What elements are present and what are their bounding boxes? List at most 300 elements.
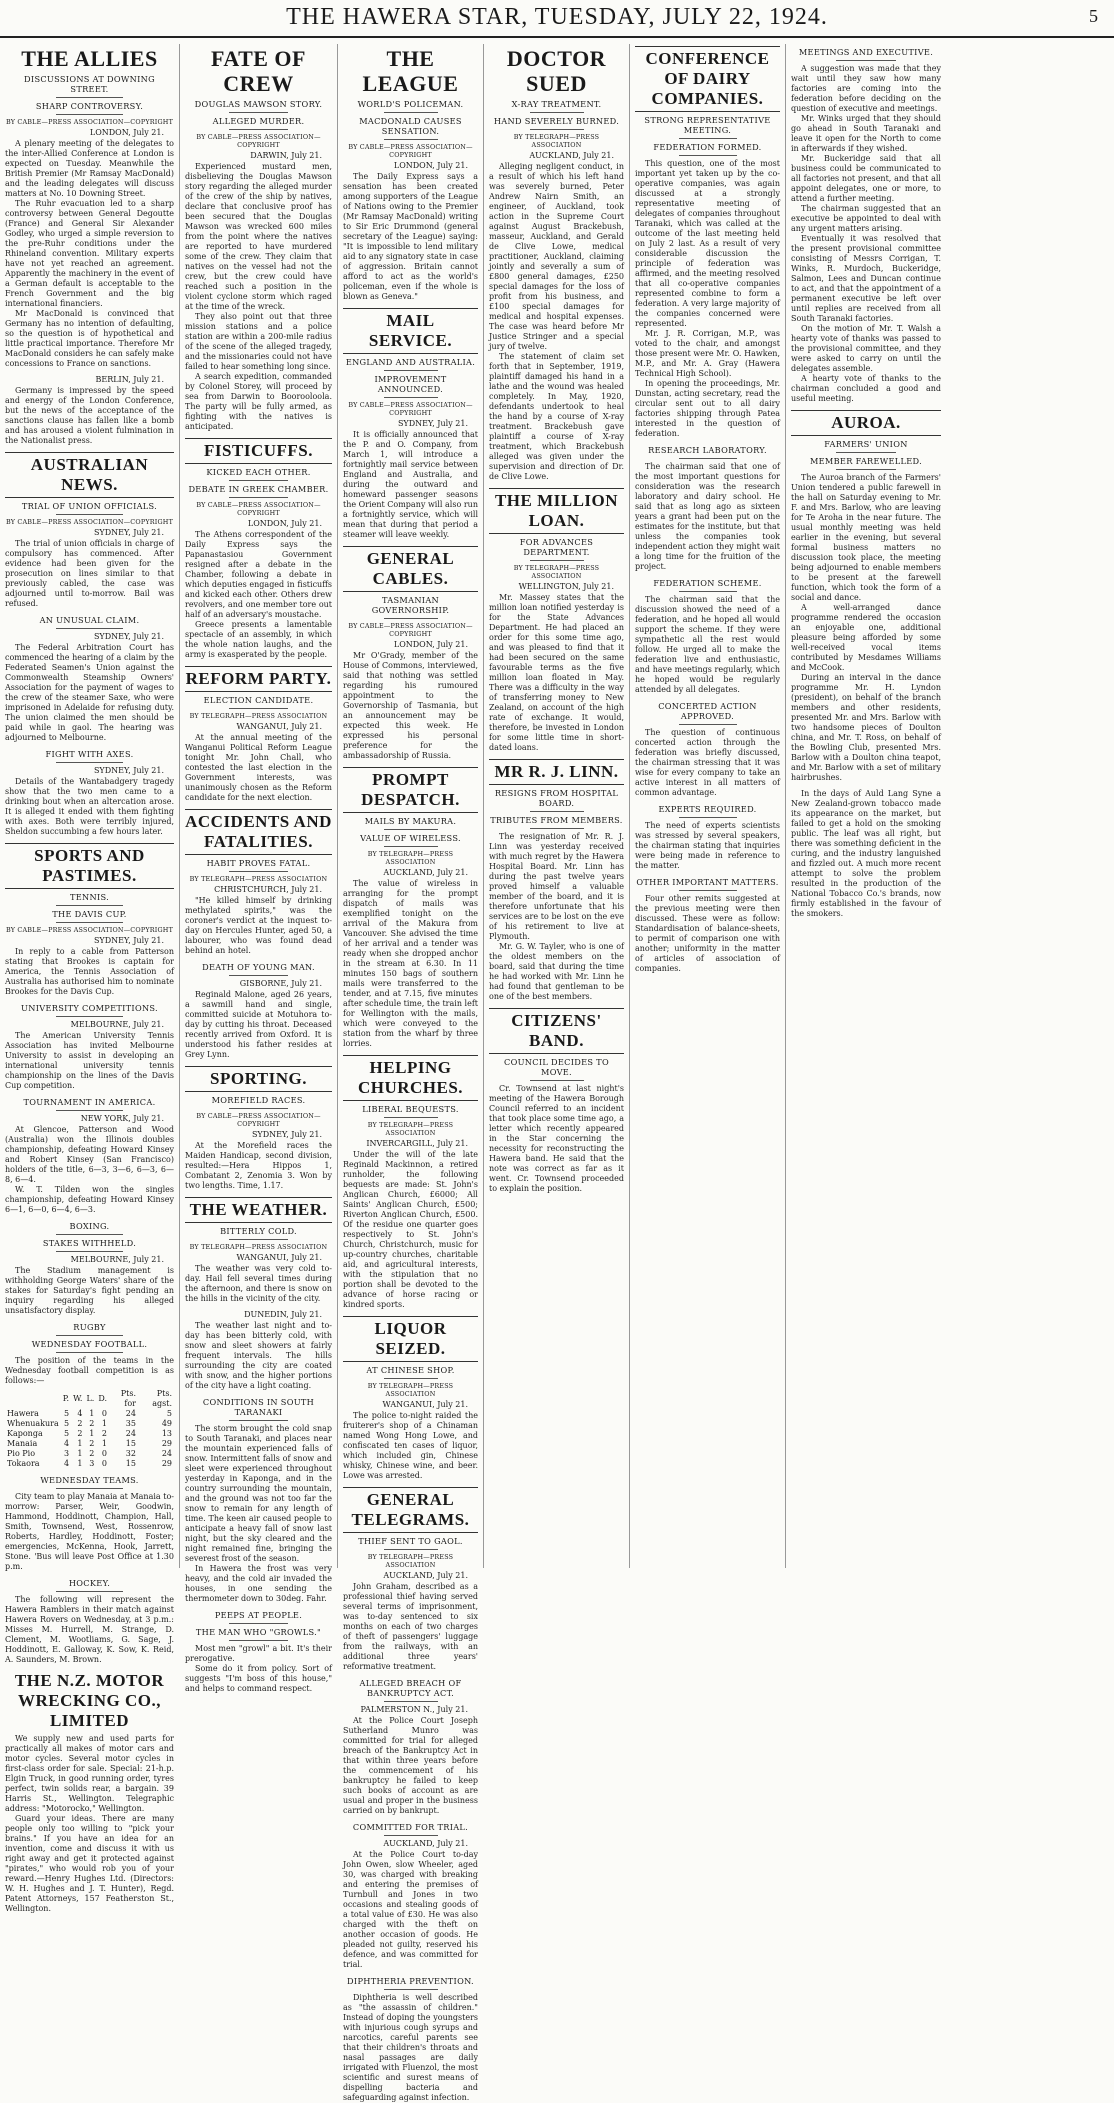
source-line: BY TELEGRAPH—PRESS ASSOCIATION [367, 1553, 454, 1569]
table-cell: 2 [89, 1439, 95, 1448]
divider-rule [384, 829, 438, 830]
subheading: AN UNUSUAL CLAIM. [39, 615, 140, 625]
source-line: BY TELEGRAPH—PRESS ASSOCIATION [367, 1382, 454, 1398]
divider-rule [384, 846, 438, 847]
article-body [5, 1492, 174, 1572]
subheading: CONDITIONS IN SOUTH TARANAKI [202, 1397, 315, 1417]
article [343, 767, 478, 1049]
article-body [635, 159, 780, 439]
table-cell: 29 [161, 1439, 172, 1448]
paragraph: The police to-night raided the fruiterer's shop of a Chinaman named Wong Hong Lowe, and confiscated ten cases of liquor, which included gin, Chinese whisky, Chinese wine, and beer. Lowe was arrested. [343, 1411, 478, 1480]
source-line: BY CABLE—PRESS ASSOCIATION—COPYRIGHT [196, 1112, 321, 1128]
table-cell: 2 [101, 1429, 107, 1438]
table-cell: 1 [89, 1429, 95, 1438]
article [5, 46, 174, 369]
paragraph: "He killed himself by drinking methylated spirits," was the coroner's verdict at the inquest to-day on Hercules Hunter, aged 50, a labourer, who was found dead behind an hotel. [185, 896, 332, 955]
divider-rule [836, 452, 896, 453]
subheading: SHARP CONTROVERSY. [35, 101, 144, 111]
table-cell: Whenuakura [7, 1419, 59, 1428]
article-body [635, 728, 780, 798]
table-cell: 0 [101, 1459, 107, 1468]
subheading: EXPERTS REQUIRED. [658, 804, 757, 814]
article [635, 804, 780, 871]
paragraph: Mr MacDonald is convinced that Germany has no intention of defaulting, so the question is of hypothetical and little practical importance. Therefore Mr MacDonald considers he can safely make concessions to France on sanctions. [5, 309, 174, 368]
dateline: SYDNEY, July 21. [93, 632, 164, 641]
paragraph: Reginald Malone, aged 26 years, a sawmill hand and single, committed suicide at Motuhora to-day by cutting his throat. Deceased recently arrived from Oxford. It is understood his father resides at Grey Lynn. [185, 990, 332, 1059]
article [489, 759, 624, 1002]
source-line: BY TELEGRAPH—PRESS ASSOCIATION [189, 875, 328, 883]
article [791, 410, 941, 783]
divider-rule [56, 1110, 124, 1111]
paragraph: The Daily Express says a sensation has been created among supporters of the League of Nations owing to the Premier (Mr Ramsay MacDonald) writing to Sir Eric Drummond (general secretary of the League) saying: "It is impossible to lend military aid to any signatory state in case of aggression. Britain cannot afford to act as the world's policeman, even if the whole is blown as Geneva." [343, 172, 478, 301]
subheading: IMPROVEMENT ANNOUNCED. [374, 374, 447, 394]
table-cell: 2 [77, 1419, 83, 1428]
subheading: AT CHINESE SHOP. [366, 1365, 455, 1375]
paragraph: Germany is impressed by the speed and energy of the London Conference, but the news of the acceptance of the sanctions clause has fallen like a bomb and has aroused a violent fulmination in the Nationalist press. [5, 386, 174, 445]
column-5 [630, 44, 786, 1568]
dateline: LONDON, July 21. [247, 519, 322, 528]
dateline: SYDNEY, July 21. [397, 419, 468, 428]
article [185, 46, 332, 432]
divider-rule [56, 1488, 124, 1489]
article-body [185, 1141, 332, 1191]
paragraph: We supply new and used parts for practically all makes of motor cars and motor cycles. Several motor cycles in first-class order for sale. Special: 21-h.p. Elgin Truck, in good running order, tyres perfect, twin solids rear, a bargain. 39 Harris St., Wellington. Telegraphic address: "Motorocko," Wellington. [5, 1734, 174, 1813]
dateline: AUCKLAND, July 21. [529, 151, 614, 160]
subheading: ENGLAND AND AUSTRALIA. [345, 357, 476, 367]
paragraph: Guard your ideas. There are many people only too willing to "pick your brains." If you have an idea for an invention, come and discuss it with us right away and get it protected against "pirates," who would rob you of your reward.—Henry Hughes Ltd. (Directors: W. H. Hughes and J. T. Hunter), Regd. Patent Attorneys, 157 Featherston St., Wellington. [5, 1814, 174, 1913]
paragraph: The position of the teams in the Wednesday football competition is as follows:— [5, 1356, 174, 1385]
divider-rule [530, 828, 584, 829]
paragraph: At Glencoe, Patterson and Wood (Australia) won the Illinois doubles championship, defeating Howard Kinsey and Robert Kinsey (San Francisco) holders of the title, 6—3, 3—6, 6—3, 6—8, 6—4. [5, 1125, 174, 1184]
subheading: TENNIS. [69, 892, 110, 902]
subheading: ALLEGED MURDER. [212, 116, 305, 126]
article [185, 1310, 332, 1391]
column-3 [338, 44, 484, 2102]
article [5, 1221, 174, 1316]
article-body [185, 896, 332, 956]
subheading: CONCERTED ACTION APPROVED. [658, 701, 757, 721]
subheading: MACDONALD CAUSES SENSATION. [359, 116, 462, 136]
table-cell: 35 [125, 1419, 136, 1428]
subheading: WORLD'S POLICEMAN. [357, 99, 464, 109]
table-cell: 24 [125, 1429, 136, 1438]
masthead-title: THE HAWERA STAR, TUESDAY, JULY 22, 1924. [286, 4, 828, 30]
divider-rule [384, 1117, 438, 1118]
paragraph: Experienced mustard men, disbelieving the Douglas Mawson story regarding the alleged murder of the crew of the ship by natives, declare that conclusive proof has been secured that the Douglas Mawson was wrecked 600 miles from the point where the natives are reported to have murdered some of the crew. They claim that natives on the vessel had not the crew, but the crew could have reached such a position in the violent cyclone storm which raged at the time of the wreck. [185, 162, 332, 311]
divider-rule [229, 975, 288, 976]
paragraph: The value of wireless in arranging for the prompt dispatch of mails was exemplified tonight on the arrival of the Makura from Vancouver. She advised the time of her arrival and a tender was ready when she dropped anchor in the stream at 6.30. In 11 minutes 150 bags of southern mails were transferred to the tender, and at 7.15, five minutes after schedule time, the train left for Wellington with the mails, which were conveyed to the station from the wharf by three lorries. [343, 879, 478, 1048]
divider-rule [56, 1335, 124, 1336]
article-body [5, 1595, 174, 1665]
divider-rule [56, 1234, 124, 1235]
paragraph: The need of experts scientists was stressed by several speakers, the chairman stating that inquiries were being made in reference to the matter. [635, 821, 780, 870]
dateline: INVERCARGILL, July 21. [366, 1139, 468, 1148]
subheading: FEDERATION FORMED. [653, 142, 762, 152]
article-body [489, 162, 624, 482]
article-body [185, 990, 332, 1060]
table-cell: 1 [77, 1439, 83, 1448]
source-line: BY TELEGRAPH—PRESS ASSOCIATION [513, 564, 600, 580]
source-line: BY TELEGRAPH—PRESS ASSOCIATION [189, 1243, 328, 1251]
paragraph: The storm brought the cold snap to South Taranaki, and places near the mountain experienced falls of snow. Intermittent falls of snow and sleet were experienced throughout yesterday in Kaponga, and in the country surrounding the mountain, and the ground was not too far the snow to remain for any length of time. The keen air caused people to anticipate a heavy fall of snow last night, but the sky cleared and the night remained fine, bringing the severest frost of the season. [185, 1424, 332, 1563]
divider-rule [384, 1378, 438, 1379]
source-line: BY CABLE—PRESS ASSOCIATION—COPYRIGHT [348, 622, 473, 638]
divider-rule [229, 1108, 288, 1109]
table-cell: 2 [89, 1449, 95, 1458]
source-line: BY CABLE—PRESS ASSOCIATION—COPYRIGHT [5, 118, 174, 126]
subheading: DEBATE IN GREEK CHAMBER. [188, 484, 329, 494]
dateline: LONDON, July 21. [393, 161, 468, 170]
table-header: P. [62, 1394, 70, 1403]
paragraph: In Hawera the frost was very heavy, and the cold air invaded the houses, in one sending the thermometer down to 30deg. Fahr. [185, 1564, 332, 1603]
paragraph: Mr. Buckeridge said that all business could be communicated to all factories not present, and that all appoint delegates, one or more, to attend a further meeting. [791, 154, 941, 203]
table-cell: 2 [77, 1429, 83, 1438]
paragraph: The following will represent the Hawera Ramblers in their match against Hawera Rovers on Wednesday, at 3 p.m.: Misses M. Hurrell, M. Strange, D. Clement, M. Wootliams, G. Sage, J. Hoddinott, E. Galloway, K. Sow, K. Reid, A. Saunders, M. Brown. [5, 1595, 174, 1664]
table-cell: 4 [64, 1439, 70, 1448]
dateline: WANGANUI, July 21. [382, 1400, 468, 1409]
article-body [343, 1150, 478, 1310]
divider-rule [836, 60, 896, 61]
article [185, 809, 332, 956]
article-body [5, 1734, 174, 1914]
paragraph: The chairman said that one of the most important questions for consideration was the research laboratory and dairy school. He said that as long ago as sixteen years a grant had been put on the estimates for the institute, but that unless the companies took independent action they might wait a long time for the fruition of the project. [635, 462, 780, 571]
divider-rule [56, 514, 124, 515]
dateline: AUCKLAND, July 21. [383, 1571, 468, 1580]
paragraph: A hearty vote of thanks to the chairman concluded a good and useful meeting. [791, 374, 941, 403]
paragraph: At the Morefield races the Maiden Handicap, second division, resulted:—Hera Hippos 1, Combatant 2, Zenomia 3. Won by two lengths. Time, 1.17. [185, 1141, 332, 1190]
table-cell: 5 [64, 1409, 70, 1418]
article-body [185, 1264, 332, 1304]
table-cell: 32 [125, 1449, 136, 1458]
dateline: NEW YORK, July 21. [80, 1114, 164, 1123]
source-line: BY TELEGRAPH—PRESS ASSOCIATION [189, 712, 328, 720]
paragraph: At the Police Court to-day John Owen, slow Wheeler, aged 30, was charged with breaking and entering the premises of Turnbull and Jones in two occasions and stealing goods of a total value of £30. He was also charged with the theft on another occasion of goods. He pleaded not guilty, reserved his defence, and was committed for trial. [343, 1850, 478, 1969]
divider-rule [56, 1016, 124, 1017]
divider-rule [229, 1640, 288, 1641]
table-row [5, 1439, 174, 1449]
headline: GENERAL CABLES. [343, 546, 478, 592]
dateline: SYDNEY, July 21. [93, 528, 164, 537]
divider-rule [229, 1420, 288, 1421]
source-line: BY TELEGRAPH—PRESS ASSOCIATION [513, 133, 600, 149]
headline: FISTICUFFS. [185, 438, 332, 464]
subheading: DEATH OF YOUNG MAN. [202, 962, 315, 972]
table-cell: 24 [125, 1409, 136, 1418]
column-4 [484, 44, 630, 1568]
table-cell: Kaponga [7, 1429, 43, 1438]
subheading: PEEPS AT PEOPLE. [214, 1610, 303, 1620]
subheading: TRIAL OF UNION OFFICIALS. [21, 501, 158, 511]
subheading: OTHER IMPORTANT MATTERS. [636, 877, 779, 887]
headline: THE MILLION LOAN. [489, 488, 624, 534]
headline: THE ALLIES [21, 46, 158, 71]
table-header: L. [86, 1394, 95, 1403]
paragraph: In the days of Auld Lang Syne a New Zealand-grown tobacco made its appearance on the market, but failed to get a hold on the smoking public. The leaf was all right, but there was something deficient in the curing, and the industry languished and fizzled out. A much more recent attempt to solve the problem resulted in the production of the National Tobacco Co.'s brands, now firmly established in the favour of the smokers. [791, 789, 941, 918]
paragraph: John Graham, described as a professional thief having served several terms of imprisonment, was to-day sentenced to six months on each of two charges of theft of passengers' luggage from the railways, with an additional three years' reformative treatment. [343, 1582, 478, 1671]
dateline: MELBOURNE, July 21. [70, 1255, 164, 1264]
divider-rule [679, 890, 737, 891]
divider-rule [56, 97, 124, 98]
divider-rule [679, 591, 737, 592]
paragraph: A search expedition, commanded by Colonel Storey, will proceed by sea from Darwin to Boorooloola. The party will be fully armed, as fighting with the natives is anticipated. [185, 372, 332, 431]
paragraph: Most men "growl" a bit. It's their prerogative. [185, 1644, 332, 1663]
paragraph: Mr. J. R. Corrigan, M.P., was voted to the chair, and amongst those present were Mr. O. Hawken, M.P., and Mr. A. Gray (Hawera Technical High School). [635, 329, 780, 378]
table-cell: 1 [89, 1409, 95, 1418]
article [791, 47, 941, 404]
article-body [5, 386, 174, 446]
table-cell: 0 [101, 1409, 107, 1418]
paragraph: In opening the proceedings, Mr. Dunstan, acting secretary, read the circular sent out to all dairy factories shipping through Patea interested in the question of federation. [635, 379, 780, 438]
subheading: MOREFIELD RACES. [211, 1095, 306, 1105]
article [343, 1976, 478, 2103]
subheading: STRONG REPRESENTATIVE MEETING. [644, 115, 771, 135]
subheading: FOR ADVANCES DEPARTMENT. [519, 537, 594, 557]
divider-rule [530, 811, 584, 812]
dateline: WANGANUI, July 21. [236, 1253, 322, 1262]
subheading: LIBERAL BEQUESTS. [362, 1104, 459, 1114]
paragraph: The American University Tennis Association has invited Melbourne University to assist in developing an international university tennis championship on the lines of the Davis Cup competition. [5, 1031, 174, 1090]
subheading: ELECTION CANDIDATE. [203, 695, 314, 705]
paragraph: The question of continuous concerted action through the federation was briefly discussed, the chairman stressing that it was wise for every company to take an active interest in all matters of common advantage. [635, 728, 780, 797]
paragraph: Four other remits suggested at the previous meeting were then discussed. These were as follow: Standardisation of balance-sheets, to permit of comparison one with another; uniformity in the matter of articles of association of companies. [635, 894, 780, 973]
dateline: DARWIN, July 21. [250, 151, 322, 160]
subheading: HAND SEVERELY BURNED. [493, 116, 620, 126]
headline: SPORTING. [185, 1066, 332, 1092]
source-line: BY CABLE—PRESS ASSOCIATION—COPYRIGHT [348, 401, 473, 417]
article [185, 1066, 332, 1191]
divider-rule [384, 370, 438, 371]
divider-rule [56, 762, 124, 763]
article [5, 1003, 174, 1091]
article [5, 452, 174, 609]
table-cell: 5 [64, 1429, 70, 1438]
subheading: FEDERATION SCHEME. [653, 578, 762, 588]
paragraph: The resignation of Mr. R. J. Linn was yesterday received with much regret by the Hawera Hospital Board. Mr. Linn has during the past twelve years proved himself a valuable member of the board, and it is therefore unfortunate that his services are to be lost on the eve of his retirement to live at Plymouth. [489, 832, 624, 941]
divider-rule [229, 497, 288, 498]
subheading: MAILS BY MAKURA. [364, 816, 457, 826]
article-body [791, 64, 941, 404]
headline: FATE OF CREW [211, 46, 306, 96]
divider-rule [530, 129, 584, 130]
dateline: LONDON, July 21. [393, 640, 468, 649]
divider-rule [679, 458, 737, 459]
table-cell: Tokaora [7, 1459, 40, 1468]
divider-rule [679, 724, 737, 725]
subheading: BOXING. [69, 1221, 110, 1231]
paragraph: This question, one of the most important yet taken up by the co-operative companies, was again discussed at a strongly representative meeting of delegates of companies throughout Taranaki, which was called at the outcome of the last meeting held on July 2 last. As a result of very considerable discussion the principle of federation was affirmed, and the meeting resolved that all co-operative companies represented combine to form a federation. A very large majority of the companies concerned were represented. [635, 159, 780, 328]
divider-rule [229, 480, 288, 481]
divider-rule [229, 871, 288, 872]
subheading: TOURNAMENT IN AMERICA. [23, 1097, 156, 1107]
article-body [5, 1356, 174, 1386]
article-body [343, 651, 478, 761]
article-body [635, 894, 780, 974]
article [489, 1008, 624, 1194]
headline: MAIL SERVICE. [343, 308, 478, 354]
dateline: WANGANUI, July 21. [236, 722, 322, 731]
column-6 [786, 44, 946, 1568]
table-row [5, 1459, 174, 1469]
article [343, 46, 478, 302]
headline: LIQUOR SEIZED. [343, 1316, 478, 1362]
divider-rule [384, 618, 438, 619]
article [635, 701, 780, 798]
article-body [343, 1716, 478, 1816]
subheading: DOUGLAS MAWSON STORY. [194, 99, 323, 109]
divider-rule [56, 1591, 124, 1592]
paragraph: During an interval in the dance programme Mr. H. Lyndon (president), on behalf of the branch members and other residents, presented Mr. and Mrs. Barlow with two handsome pieces of Doulton china, and Mr. T. Ross, on behalf of the Bowling Club, presented Mrs. Barlow with a Doulton china teapot, and Mr. Barlow with a set of military hairbrushes. [791, 673, 941, 782]
article [185, 666, 332, 803]
article [343, 546, 478, 761]
column-2 [180, 44, 338, 1693]
subheading: DIPHTHERIA PREVENTION. [347, 1976, 474, 1986]
paragraph: The Athens correspondent of the Daily Express says the Papanastasiou Government resigned after a debate in the Chamber, following a debate in which deputies engaged in fisticuffs and kicked each other. Others drew revolvers, and one member tore out half of an adversary's moustache. [185, 530, 332, 619]
subheading: BITTERLY COLD. [220, 1226, 297, 1236]
headline: THE N.Z. MOTOR WRECKING CO., LIMITED [14, 1671, 165, 1730]
table-header: W. [73, 1394, 83, 1403]
paragraph: Mr O'Grady, member of the House of Commons, interviewed, said that nothing was settled regarding his rumoured appointment to the Governorship of Tasmania, but an announcement may be expected this week. He expressed his personal preference for the ambassadorship of Russia. [343, 651, 478, 760]
source-line: BY CABLE—PRESS ASSOCIATION—COPYRIGHT [348, 143, 473, 159]
dateline: AUCKLAND, July 21. [383, 1839, 468, 1848]
table-cell: 4 [64, 1459, 70, 1468]
article [635, 445, 780, 572]
headline: THE WEATHER. [185, 1197, 332, 1223]
dateline: WELLINGTON, July 21. [518, 582, 614, 591]
table-header [5, 1389, 61, 1409]
subheading: COMMITTED FOR TRIAL. [352, 1822, 469, 1832]
dateline: PALMERSTON N., July 21. [360, 1705, 468, 1714]
paragraph: Cr. Townsend at last night's meeting of the Hawera Borough Council referred to an incident that took place some time ago, a letter which recently appeared in the Star concerning the necessity for reconstructing the Hawera band. He said that the note was correct as far as it went. Cr. Townsend proceeded to explain the position. [489, 1084, 624, 1193]
divider-rule [229, 1239, 288, 1240]
dateline: DUNEDIN, July 21. [244, 1310, 322, 1319]
subheading: WEDNESDAY FOOTBALL. [31, 1339, 148, 1349]
source-line: BY CABLE—PRESS ASSOCIATION—COPYRIGHT [196, 501, 321, 517]
article-body [5, 643, 174, 743]
divider-rule [679, 138, 737, 139]
paragraph: At the Police Court Joseph Sutherland Munro was committed for trial for alleged breach of the Bankruptcy Act in that within three years before the commencement of his bankruptcy he failed to keep such books of account as are usual and proper in the business carried on by bankrupt. [343, 1716, 478, 1815]
article-body [343, 1582, 478, 1672]
table-cell: 29 [161, 1459, 172, 1468]
divider-rule [229, 129, 288, 130]
article-body [5, 139, 174, 369]
headline: CONFERENCE OF DAIRY COMPANIES. [635, 46, 780, 112]
source-line: BY CABLE—PRESS ASSOCIATION—COPYRIGHT [5, 518, 174, 526]
table-cell: 1 [77, 1459, 83, 1468]
table-header: Pts. for [120, 1389, 136, 1408]
table-cell: 3 [89, 1459, 95, 1468]
article-body [185, 530, 332, 660]
paragraph: Mr. Massey states that the million loan notified yesterday is for the State Advances Department. He had placed an order for this some time ago, and was pleased to find that it had been secured on the same favourable terms as the five million loan floated in May. There was a difficulty in the way of transferring money to New Zealand, on account of the high rate of exchange. It would, therefore, be invested in London for some little time in short-dated loans. [489, 593, 624, 752]
article [343, 1487, 478, 1672]
source-line: BY TELEGRAPH—PRESS ASSOCIATION [367, 850, 454, 866]
article-body [5, 947, 174, 997]
paragraph: The Stadium management is withholding George Waters' share of the stakes for Saturday's fight pending an inquiry regarding his alleged unsatisfactory display. [5, 1266, 174, 1315]
article [343, 308, 478, 540]
subheading: STAKES WITHHELD. [42, 1238, 137, 1248]
dateline: BERLIN, July 21. [95, 375, 164, 384]
subheading: MEETINGS AND EXECUTIVE. [798, 47, 934, 57]
standings-table [5, 1389, 174, 1469]
paragraph: The weather was very cold to-day. Hail fell several times during the afternoon, and there is snow on the hills in the vicinity of the city. [185, 1264, 332, 1303]
article [185, 1610, 332, 1694]
table-cell: 15 [125, 1459, 136, 1468]
headline: REFORM PARTY. [185, 666, 332, 692]
paragraph: Greece presents a lamentable spectacle of an assembly, in which the whole nation laughs, and the army is exasperated by the people. [185, 620, 332, 659]
paragraph: A suggestion was made that they wait until they saw how many factories are coming into the federation before deciding on the question of executive and meetings. [791, 64, 941, 113]
divider-rule [229, 708, 288, 709]
headline: ACCIDENTS AND FATALITIES. [185, 809, 332, 855]
subheading: RESEARCH LABORATORY. [648, 445, 767, 455]
article [5, 749, 174, 837]
paragraph: The Ruhr evacuation led to a sharp controversy between General Degoutte (France) and General Sir Alexander Godley, who urged a simple reversion to the pre-Ruhr conditions under the Rhineland convention. Military experts have not yet reached an agreement. Apparently the machinery in the event of a German default is acceptable to the French Government and the big international financiers. [5, 199, 174, 308]
article [5, 615, 174, 743]
subheading: FARMERS' UNION [824, 439, 908, 449]
article [489, 46, 624, 482]
subheading: THIEF SENT TO GAOL. [358, 1536, 463, 1546]
dateline: SYDNEY, July 21. [93, 766, 164, 775]
divider-rule [384, 1989, 438, 1990]
divider-rule [384, 1835, 438, 1836]
divider-rule [530, 112, 584, 113]
paragraph: Some do it from policy. Sort of suggests "I'm boss of this house," and helps to command respect. [185, 1664, 332, 1693]
article [635, 578, 780, 695]
article-body [5, 777, 174, 837]
divider-rule [530, 1080, 584, 1081]
paragraph: Alleging negligent conduct, in a result of which his left hand was severely burned, Peter Andrew Nairn Smith, an engineer, of Auckland, took action in the Supreme Court against August Brackebush, masseur, Auckland, and Gerald de Clive Lowe, medical practitioner, Auckland, claiming jointly and severally a sum of £800 general damages, £250 special damages for the loss of profit from his business, and £100 special damages for medical and hospital expenses. The case was heard before Mr Justice Stringer and a special jury of twelve. [489, 162, 624, 351]
table-row [5, 1429, 174, 1439]
subheading: MEMBER FAREWELLED. [809, 456, 923, 466]
table-cell: 5 [64, 1419, 70, 1428]
paragraph: They also point out that three mission stations and a police station are within a 200-mile radius of the scene of the alleged tragedy, and the missionaries could not have failed to hear something long since. [185, 312, 332, 371]
article-body [5, 539, 174, 609]
article-body [489, 832, 624, 1002]
source-line: BY TELEGRAPH—PRESS ASSOCIATION [367, 1121, 454, 1137]
page-number: 5 [1089, 6, 1098, 26]
table-cell: 1 [101, 1419, 107, 1428]
divider-rule [679, 155, 737, 156]
divider-rule [679, 817, 737, 818]
table-header: D. [98, 1394, 107, 1403]
table-cell: 49 [161, 1419, 172, 1428]
source-line: BY CABLE—PRESS ASSOCIATION—COPYRIGHT [5, 926, 174, 934]
dateline: AUCKLAND, July 21. [383, 868, 468, 877]
article-body [343, 1993, 478, 2103]
paragraph: The trial of union officials in charge of compulsory has commenced. After evidence had been given for the prosecution on lines similar to that previously cabled, the case was adjourned until to-morrow. Bail was refused. [5, 539, 174, 608]
divider-rule [229, 1623, 288, 1624]
headline: AUROA. [791, 410, 941, 436]
table-row [5, 1449, 174, 1459]
article-body [343, 1411, 478, 1481]
paragraph: On the motion of Mr. T. Walsh a hearty vote of thanks was passed to the provisional committee, and they were asked to carry on until the delegates assemble. [791, 324, 941, 373]
dateline: SYDNEY, July 21. [93, 936, 164, 945]
paragraph: The Auroa branch of the Farmers' Union tendered a public farewell in the hall on Saturday evening to Mr. F. and Mrs. Barlow, who are leaving for Te Aroha in the near future. The usual monthly meeting was held earlier in the evening, but several formal business matters no discussion took place, the meeting being adjourned to enable members to be present at the farewell function, which took the form of a social and dance. [791, 473, 941, 602]
masthead [0, 0, 1114, 38]
subheading: KICKED EACH OTHER. [206, 467, 311, 477]
paragraph: The chairman suggested that an executive be appointed to deal with any urgent matters arising. [791, 204, 941, 233]
paragraph: Mr. Winks urged that they should go ahead in South Taranaki and leave it open for the North to come in afterwards if they wished. [791, 114, 941, 153]
article [5, 1475, 174, 1572]
subheading: THE DAVIS CUP. [52, 909, 127, 919]
article-body [343, 430, 478, 540]
article [791, 789, 941, 919]
divider-rule [56, 922, 124, 923]
article [343, 1822, 478, 1970]
subheading: TASMANIAN GOVERNORSHIP. [371, 595, 450, 615]
column-1 [0, 44, 180, 1913]
subheading: HABIT PROVES FATAL. [206, 858, 311, 868]
paragraph: In reply to a cable from Patterson stating that Brookes is captain for America, the Tennis Association of Australia has authorised him to nominate Brookes for the Davis Cup. [5, 947, 174, 996]
headline: SPORTS AND PASTIMES. [5, 843, 174, 889]
